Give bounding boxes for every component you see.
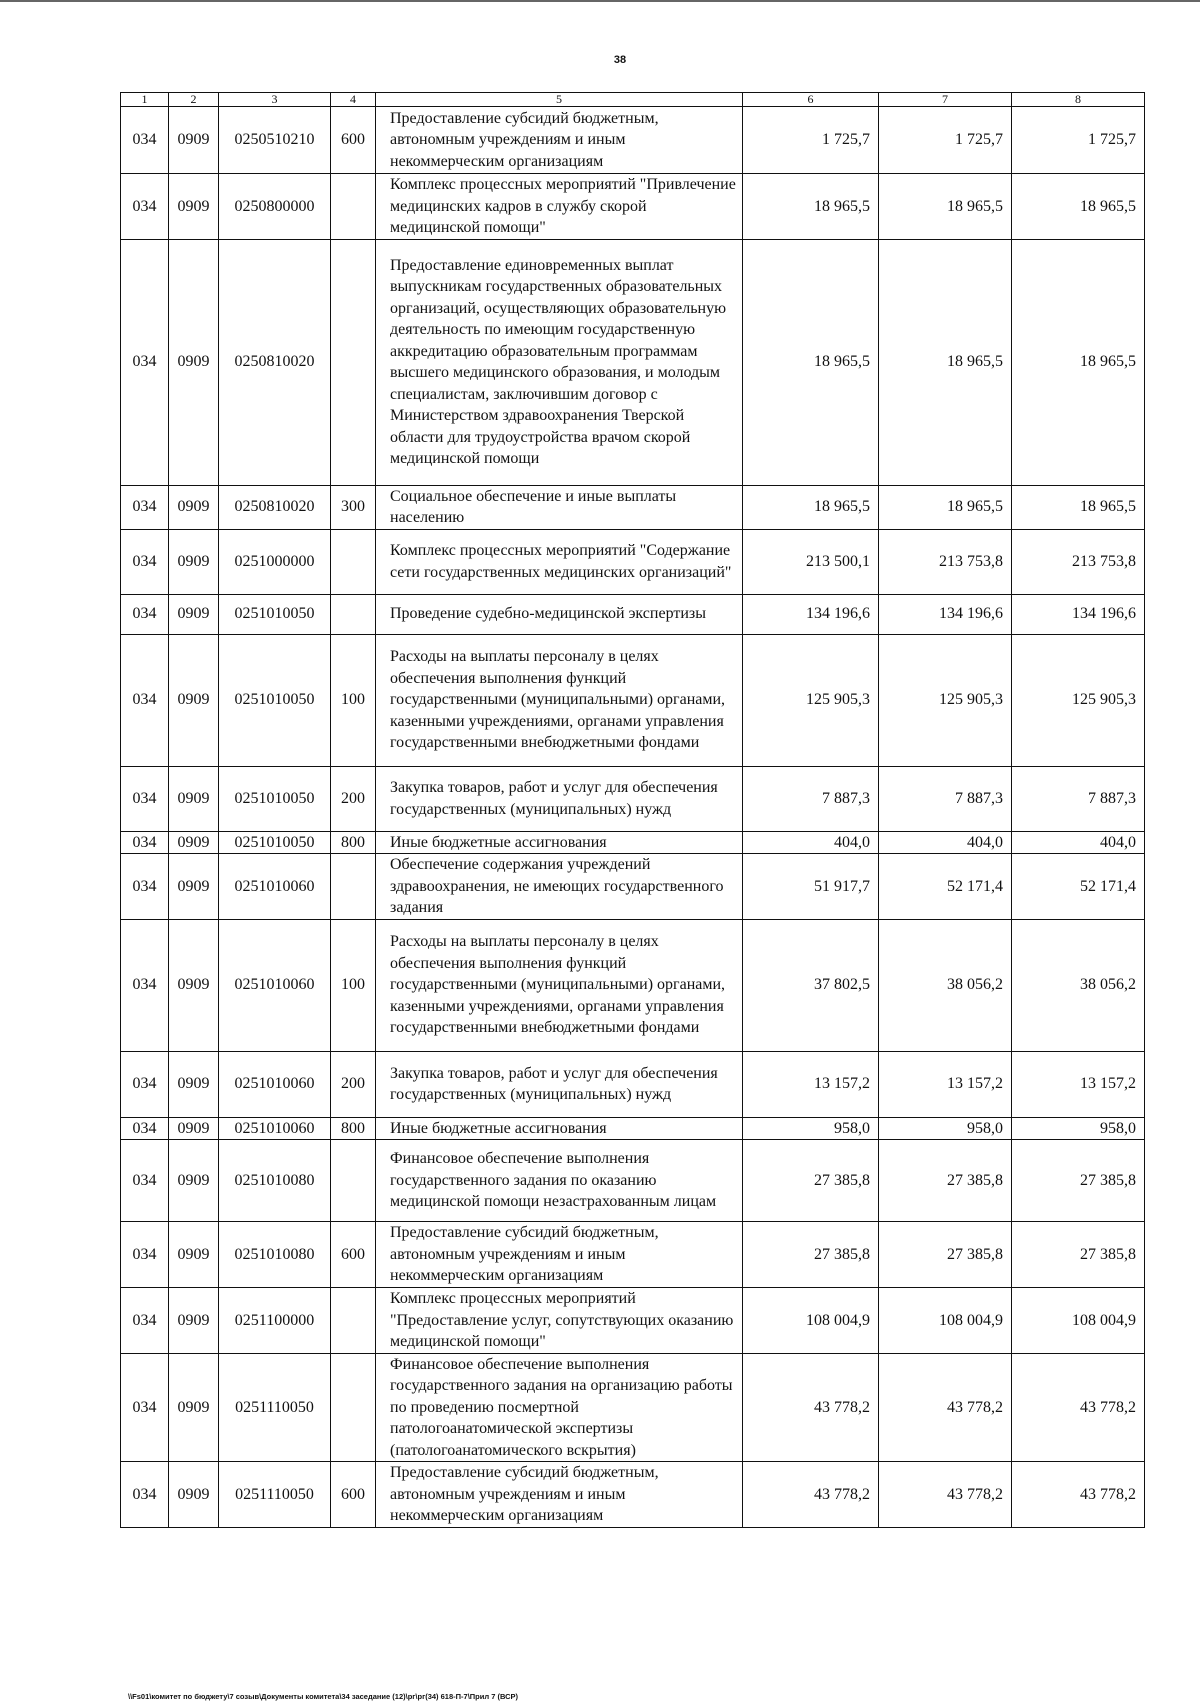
section-code: 0909 bbox=[169, 529, 219, 594]
amount-year-3: 18 965,5 bbox=[1012, 174, 1145, 240]
target-item-code: 0251010060 bbox=[219, 854, 331, 920]
column-header: 5 bbox=[376, 93, 743, 107]
item-name: Предоставление субсидий бюджетным, автономным учреждениям и иным некоммерческим организациям bbox=[376, 107, 743, 174]
expense-type-code: 200 bbox=[331, 766, 376, 831]
budget-admin-code: 034 bbox=[121, 1353, 169, 1462]
section-code: 0909 bbox=[169, 1117, 219, 1140]
budget-admin-code: 034 bbox=[121, 1222, 169, 1288]
target-item-code: 0251010060 bbox=[219, 1051, 331, 1117]
item-name: Предоставление единовременных выплат выпускникам государственных образовательных организаций, осуществляющих образовательную деятельность по имеющим государственную аккредитацию образовательным программам высшего медицинского образования, и молодым специалистам, заключившим договор с Министерством здравоохранения Тверской области для трудоустройства врачом скорой медицинской помощи bbox=[376, 239, 743, 485]
amount-year-1: 43 778,2 bbox=[743, 1462, 879, 1528]
amount-year-2: 134 196,6 bbox=[879, 594, 1012, 634]
item-name: Закупка товаров, работ и услуг для обеспечения государственных (муниципальных) нужд bbox=[376, 1051, 743, 1117]
item-name: Закупка товаров, работ и услуг для обеспечения государственных (муниципальных) нужд bbox=[376, 766, 743, 831]
section-code: 0909 bbox=[169, 239, 219, 485]
expense-type-code: 100 bbox=[331, 919, 376, 1051]
page-number: 38 bbox=[613, 54, 627, 66]
amount-year-3: 1 725,7 bbox=[1012, 107, 1145, 174]
target-item-code: 0251010050 bbox=[219, 831, 331, 854]
target-item-code: 0250810020 bbox=[219, 239, 331, 485]
expense-type-code bbox=[331, 174, 376, 240]
top-border-line bbox=[0, 0, 1200, 2]
table-row bbox=[121, 831, 1145, 854]
amount-year-3: 134 196,6 bbox=[1012, 594, 1145, 634]
budget-admin-code: 034 bbox=[121, 594, 169, 634]
target-item-code: 0250510210 bbox=[219, 107, 331, 174]
budget-admin-code: 034 bbox=[121, 174, 169, 240]
table-row bbox=[121, 485, 1145, 529]
section-code: 0909 bbox=[169, 1288, 219, 1354]
table-row bbox=[121, 1222, 1145, 1288]
item-name: Иные бюджетные ассигнования bbox=[376, 831, 743, 854]
budget-admin-code: 034 bbox=[121, 485, 169, 529]
section-code: 0909 bbox=[169, 1462, 219, 1528]
target-item-code: 0251110050 bbox=[219, 1353, 331, 1462]
target-item-code: 0251010050 bbox=[219, 766, 331, 831]
amount-year-3: 52 171,4 bbox=[1012, 854, 1145, 920]
target-item-code: 0251010080 bbox=[219, 1140, 331, 1222]
item-name: Комплекс процессных мероприятий "Содержание сети государственных медицинских организаций" bbox=[376, 529, 743, 594]
expense-type-code bbox=[331, 529, 376, 594]
section-code: 0909 bbox=[169, 831, 219, 854]
budget-admin-code: 034 bbox=[121, 634, 169, 766]
target-item-code: 0251100000 bbox=[219, 1288, 331, 1354]
column-header: 6 bbox=[743, 93, 879, 107]
section-code: 0909 bbox=[169, 107, 219, 174]
column-number-header-row bbox=[121, 93, 1145, 107]
column-header: 2 bbox=[169, 93, 219, 107]
amount-year-1: 27 385,8 bbox=[743, 1140, 879, 1222]
amount-year-3: 43 778,2 bbox=[1012, 1353, 1145, 1462]
amount-year-1: 7 887,3 bbox=[743, 766, 879, 831]
table-row bbox=[121, 766, 1145, 831]
budget-admin-code: 034 bbox=[121, 529, 169, 594]
target-item-code: 0251000000 bbox=[219, 529, 331, 594]
column-header: 1 bbox=[121, 93, 169, 107]
target-item-code: 0251010080 bbox=[219, 1222, 331, 1288]
expense-type-code: 600 bbox=[331, 1222, 376, 1288]
amount-year-1: 43 778,2 bbox=[743, 1353, 879, 1462]
amount-year-1: 1 725,7 bbox=[743, 107, 879, 174]
amount-year-3: 958,0 bbox=[1012, 1117, 1145, 1140]
target-item-code: 0251010060 bbox=[219, 1117, 331, 1140]
budget-admin-code: 034 bbox=[121, 1051, 169, 1117]
amount-year-2: 18 965,5 bbox=[879, 239, 1012, 485]
expense-type-code: 800 bbox=[331, 831, 376, 854]
amount-year-3: 125 905,3 bbox=[1012, 634, 1145, 766]
amount-year-2: 958,0 bbox=[879, 1117, 1012, 1140]
section-code: 0909 bbox=[169, 919, 219, 1051]
table-row bbox=[121, 634, 1145, 766]
expense-type-code: 200 bbox=[331, 1051, 376, 1117]
target-item-code: 0251110050 bbox=[219, 1462, 331, 1528]
table-row bbox=[121, 854, 1145, 920]
budget-admin-code: 034 bbox=[121, 831, 169, 854]
expense-type-code: 100 bbox=[331, 634, 376, 766]
section-code: 0909 bbox=[169, 1051, 219, 1117]
item-name: Расходы на выплаты персоналу в целях обеспечения выполнения функций государственными (муниципальными) органами, казенными учреждениями, органами управления государственными внебюджетными фондами bbox=[376, 919, 743, 1051]
amount-year-1: 13 157,2 bbox=[743, 1051, 879, 1117]
amount-year-2: 1 725,7 bbox=[879, 107, 1012, 174]
amount-year-2: 27 385,8 bbox=[879, 1222, 1012, 1288]
amount-year-1: 108 004,9 bbox=[743, 1288, 879, 1354]
target-item-code: 0251010060 bbox=[219, 919, 331, 1051]
amount-year-2: 125 905,3 bbox=[879, 634, 1012, 766]
section-code: 0909 bbox=[169, 634, 219, 766]
amount-year-1: 134 196,6 bbox=[743, 594, 879, 634]
table-row bbox=[121, 919, 1145, 1051]
amount-year-1: 958,0 bbox=[743, 1117, 879, 1140]
table-row bbox=[121, 239, 1145, 485]
amount-year-2: 404,0 bbox=[879, 831, 1012, 854]
amount-year-1: 18 965,5 bbox=[743, 485, 879, 529]
item-name: Социальное обеспечение и иные выплаты населению bbox=[376, 485, 743, 529]
budget-table bbox=[120, 92, 1145, 1528]
budget-admin-code: 034 bbox=[121, 107, 169, 174]
budget-admin-code: 034 bbox=[121, 1288, 169, 1354]
section-code: 0909 bbox=[169, 766, 219, 831]
column-header: 8 bbox=[1012, 93, 1145, 107]
target-item-code: 0250800000 bbox=[219, 174, 331, 240]
table-row bbox=[121, 1288, 1145, 1354]
footer-file-path: \\Fs01\комитет по бюджету\7 созыв\Документы комитета\34 заседание (12)\рг\рг(34) 618-П-7\Прил 7 (ВСР) bbox=[128, 1692, 519, 1701]
amount-year-1: 37 802,5 bbox=[743, 919, 879, 1051]
expense-type-code bbox=[331, 239, 376, 485]
amount-year-2: 18 965,5 bbox=[879, 485, 1012, 529]
amount-year-3: 18 965,5 bbox=[1012, 485, 1145, 529]
budget-admin-code: 034 bbox=[121, 766, 169, 831]
item-name: Комплекс процессных мероприятий "Привлечение медицинских кадров в службу скорой медицинской помощи" bbox=[376, 174, 743, 240]
amount-year-2: 13 157,2 bbox=[879, 1051, 1012, 1117]
item-name: Финансовое обеспечение выполнения государственного задания по оказанию медицинской помощи незастрахованным лицам bbox=[376, 1140, 743, 1222]
amount-year-2: 18 965,5 bbox=[879, 174, 1012, 240]
item-name: Комплекс процессных мероприятий "Предоставление услуг, сопутствующих оказанию медицинской помощи" bbox=[376, 1288, 743, 1354]
amount-year-3: 27 385,8 bbox=[1012, 1140, 1145, 1222]
item-name: Финансовое обеспечение выполнения государственного задания на организацию работы по проведению посмертной патологоанатомической экспертизы (патологоанатомического вскрытия) bbox=[376, 1353, 743, 1462]
amount-year-3: 108 004,9 bbox=[1012, 1288, 1145, 1354]
budget-admin-code: 034 bbox=[121, 854, 169, 920]
amount-year-2: 43 778,2 bbox=[879, 1462, 1012, 1528]
amount-year-2: 38 056,2 bbox=[879, 919, 1012, 1051]
budget-admin-code: 034 bbox=[121, 1117, 169, 1140]
table-row bbox=[121, 594, 1145, 634]
amount-year-2: 52 171,4 bbox=[879, 854, 1012, 920]
target-item-code: 0251010050 bbox=[219, 634, 331, 766]
amount-year-3: 27 385,8 bbox=[1012, 1222, 1145, 1288]
item-name: Расходы на выплаты персоналу в целях обеспечения выполнения функций государственными (муниципальными) органами, казенными учреждениями, органами управления государственными внебюджетными фондами bbox=[376, 634, 743, 766]
amount-year-1: 27 385,8 bbox=[743, 1222, 879, 1288]
table-row bbox=[121, 1353, 1145, 1462]
expense-type-code: 600 bbox=[331, 107, 376, 174]
item-name: Предоставление субсидий бюджетным, автономным учреждениям и иным некоммерческим организациям bbox=[376, 1462, 743, 1528]
amount-year-3: 13 157,2 bbox=[1012, 1051, 1145, 1117]
amount-year-1: 213 500,1 bbox=[743, 529, 879, 594]
target-item-code: 0251010050 bbox=[219, 594, 331, 634]
section-code: 0909 bbox=[169, 1140, 219, 1222]
budget-admin-code: 034 bbox=[121, 919, 169, 1051]
expense-type-code bbox=[331, 1353, 376, 1462]
item-name: Предоставление субсидий бюджетным, автономным учреждениям и иным некоммерческим организациям bbox=[376, 1222, 743, 1288]
item-name: Иные бюджетные ассигнования bbox=[376, 1117, 743, 1140]
table-row bbox=[121, 174, 1145, 240]
column-header: 4 bbox=[331, 93, 376, 107]
column-header: 7 bbox=[879, 93, 1012, 107]
table-row bbox=[121, 1462, 1145, 1528]
amount-year-1: 404,0 bbox=[743, 831, 879, 854]
amount-year-1: 18 965,5 bbox=[743, 239, 879, 485]
expense-type-code bbox=[331, 1140, 376, 1222]
table-row bbox=[121, 1051, 1145, 1117]
amount-year-2: 7 887,3 bbox=[879, 766, 1012, 831]
item-name: Обеспечение содержания учреждений здравоохранения, не имеющих государственного задания bbox=[376, 854, 743, 920]
expense-type-code bbox=[331, 854, 376, 920]
amount-year-3: 38 056,2 bbox=[1012, 919, 1145, 1051]
budget-admin-code: 034 bbox=[121, 239, 169, 485]
expense-type-code: 300 bbox=[331, 485, 376, 529]
section-code: 0909 bbox=[169, 854, 219, 920]
amount-year-1: 125 905,3 bbox=[743, 634, 879, 766]
amount-year-3: 18 965,5 bbox=[1012, 239, 1145, 485]
expense-type-code: 800 bbox=[331, 1117, 376, 1140]
amount-year-3: 43 778,2 bbox=[1012, 1462, 1145, 1528]
amount-year-3: 7 887,3 bbox=[1012, 766, 1145, 831]
expense-type-code bbox=[331, 594, 376, 634]
item-name: Проведение судебно-медицинской экспертизы bbox=[376, 594, 743, 634]
budget-admin-code: 034 bbox=[121, 1140, 169, 1222]
section-code: 0909 bbox=[169, 1353, 219, 1462]
section-code: 0909 bbox=[169, 1222, 219, 1288]
amount-year-2: 108 004,9 bbox=[879, 1288, 1012, 1354]
amount-year-2: 213 753,8 bbox=[879, 529, 1012, 594]
amount-year-3: 213 753,8 bbox=[1012, 529, 1145, 594]
column-header: 3 bbox=[219, 93, 331, 107]
budget-admin-code: 034 bbox=[121, 1462, 169, 1528]
target-item-code: 0250810020 bbox=[219, 485, 331, 529]
section-code: 0909 bbox=[169, 485, 219, 529]
section-code: 0909 bbox=[169, 594, 219, 634]
amount-year-1: 51 917,7 bbox=[743, 854, 879, 920]
table-row bbox=[121, 529, 1145, 594]
expense-type-code: 600 bbox=[331, 1462, 376, 1528]
expense-type-code bbox=[331, 1288, 376, 1354]
amount-year-1: 18 965,5 bbox=[743, 174, 879, 240]
table-row bbox=[121, 1140, 1145, 1222]
amount-year-2: 43 778,2 bbox=[879, 1353, 1012, 1462]
table-row bbox=[121, 107, 1145, 174]
amount-year-2: 27 385,8 bbox=[879, 1140, 1012, 1222]
section-code: 0909 bbox=[169, 174, 219, 240]
amount-year-3: 404,0 bbox=[1012, 831, 1145, 854]
table-row bbox=[121, 1117, 1145, 1140]
